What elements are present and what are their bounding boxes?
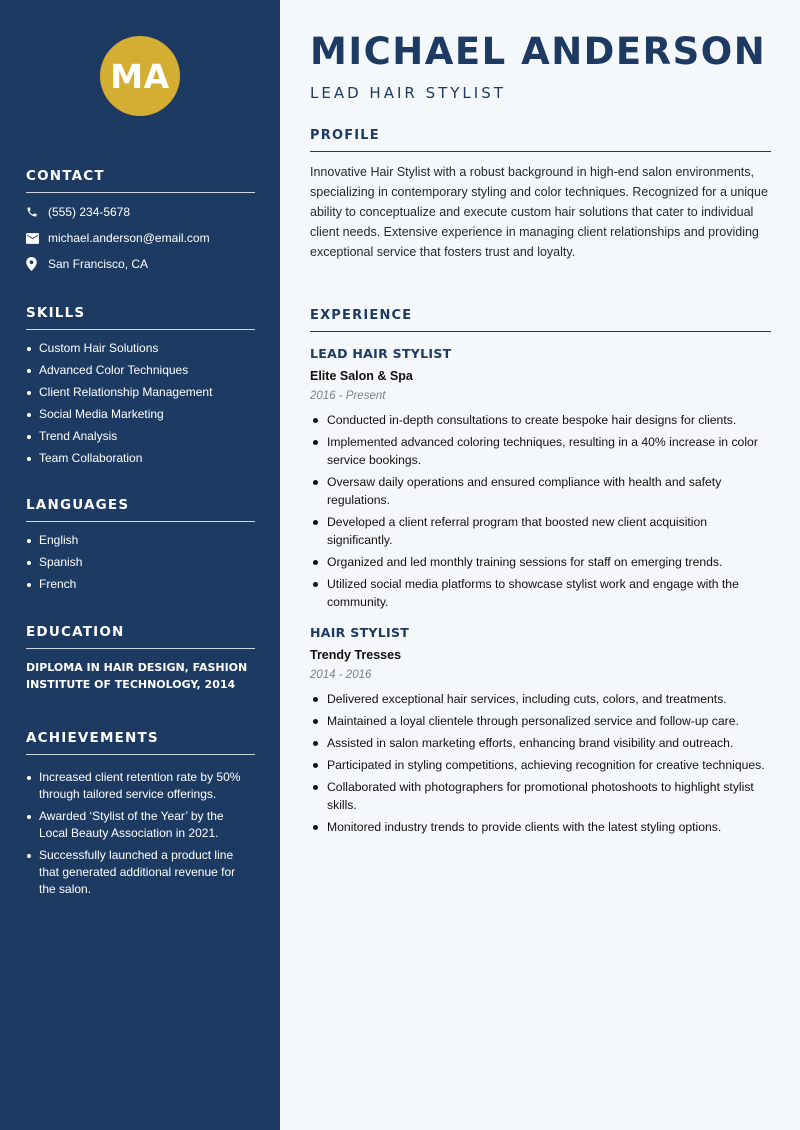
job-title: HAIR STYLIST: [310, 625, 410, 640]
location-pin-icon: [26, 257, 48, 271]
language-item: English: [26, 532, 255, 549]
education-line: DIPLOMA IN HAIR DESIGN, FASHION: [26, 661, 248, 674]
job-company: Elite Salon & Spa: [310, 369, 413, 383]
job-bullet: Maintained a loyal clientele through personalized service and follow-up care.: [310, 712, 771, 730]
achievement-item: Successfully launched a product line that generated additional revenue for the salon.: [26, 847, 255, 898]
mail-icon: [26, 233, 48, 244]
avatar-initials: MA: [110, 56, 170, 96]
job-bullet: Developed a client referral program that boosted new client acquisition significantly.: [310, 513, 771, 549]
languages-section: [26, 497, 255, 598]
skill-item: Client Relationship Management: [26, 384, 255, 401]
job-bullets: [310, 411, 771, 611]
skill-item: Advanced Color Techniques: [26, 362, 255, 379]
achievements-section: [26, 730, 255, 903]
job-bullet: Organized and led monthly training sessions for staff on emerging trends.: [310, 553, 771, 571]
contact-section: [26, 168, 255, 277]
languages-list: [26, 532, 255, 593]
education-entry: [26, 659, 255, 693]
phone-icon: [26, 206, 48, 218]
job-bullet: Participated in styling competitions, achieving recognition for creative techniques.: [310, 756, 771, 774]
job-dates: 2014 - 2016: [310, 669, 372, 681]
profile-section: [310, 128, 771, 262]
language-item: French: [26, 576, 255, 593]
achievements-heading: ACHIEVEMENTS: [26, 730, 255, 755]
contact-email: [26, 225, 255, 251]
sidebar: [0, 0, 280, 1130]
job-bullet: Monitored industry trends to provide clients with the latest styling options.: [310, 818, 771, 836]
skills-heading: SKILLS: [26, 305, 255, 330]
contact-location-text: San Francisco, CA: [48, 257, 149, 271]
experience-section: [310, 308, 771, 840]
experience-heading: EXPERIENCE: [310, 308, 771, 332]
contact-heading: CONTACT: [26, 168, 255, 193]
skills-section: [26, 305, 255, 472]
education-line: INSTITUTE OF TECHNOLOGY, 2014: [26, 678, 236, 691]
job-title: LEAD HAIR STYLIST: [310, 346, 452, 361]
job-entry: [310, 625, 771, 836]
candidate-title: LEAD HAIR STYLIST: [310, 84, 506, 102]
contact-email-text[interactable]: michael.anderson@email.com: [48, 231, 210, 245]
candidate-name: MICHAEL ANDERSON: [310, 30, 767, 73]
achievements-list: [26, 769, 255, 898]
job-bullet: Collaborated with photographers for promotional photoshoots to highlight stylist skills.: [310, 778, 771, 814]
job-company: Trendy Tresses: [310, 648, 402, 662]
job-bullet: Delivered exceptional hair services, including cuts, colors, and treatments.: [310, 690, 771, 708]
avatar: [100, 36, 180, 116]
profile-heading: PROFILE: [310, 128, 771, 152]
job-bullet: Assisted in salon marketing efforts, enhancing brand visibility and outreach.: [310, 734, 771, 752]
achievement-item: Increased client retention rate by 50% through tailored service offerings.: [26, 769, 255, 803]
education-section: [26, 624, 255, 693]
job-bullet: Conducted in-depth consultations to create bespoke hair designs for clients.: [310, 411, 771, 429]
achievement-item: Awarded ‘Stylist of the Year’ by the Local Beauty Association in 2021.: [26, 808, 255, 842]
contact-location: [26, 251, 255, 277]
skills-list: [26, 340, 255, 467]
profile-text: Innovative Hair Stylist with a robust background in high-end salon environments, specializing in contemporary styling and color techniques. Recognized for a unique ability to conceptualize and execute custom hair solutions that cater to individual client needs. Extensive experience in managing client relationships and providing exceptional service that fosters trust and loyalty.: [310, 165, 768, 259]
languages-heading: LANGUAGES: [26, 497, 255, 522]
education-heading: EDUCATION: [26, 624, 255, 649]
skill-item: Team Collaboration: [26, 450, 255, 467]
contact-phone: [26, 199, 255, 225]
job-bullet: Utilized social media platforms to showcase stylist work and engage with the community.: [310, 575, 771, 611]
skill-item: Social Media Marketing: [26, 406, 255, 423]
language-item: Spanish: [26, 554, 255, 571]
job-dates: 2016 - Present: [310, 390, 386, 402]
skill-item: Custom Hair Solutions: [26, 340, 255, 357]
job-entry: [310, 346, 771, 611]
job-bullet: Implemented advanced coloring techniques, resulting in a 40% increase in color service bookings.: [310, 433, 771, 469]
job-bullets: [310, 690, 771, 836]
skill-item: Trend Analysis: [26, 428, 255, 445]
job-bullet: Oversaw daily operations and ensured compliance with health and safety regulations.: [310, 473, 771, 509]
contact-phone-text[interactable]: (555) 234-5678: [48, 205, 131, 219]
